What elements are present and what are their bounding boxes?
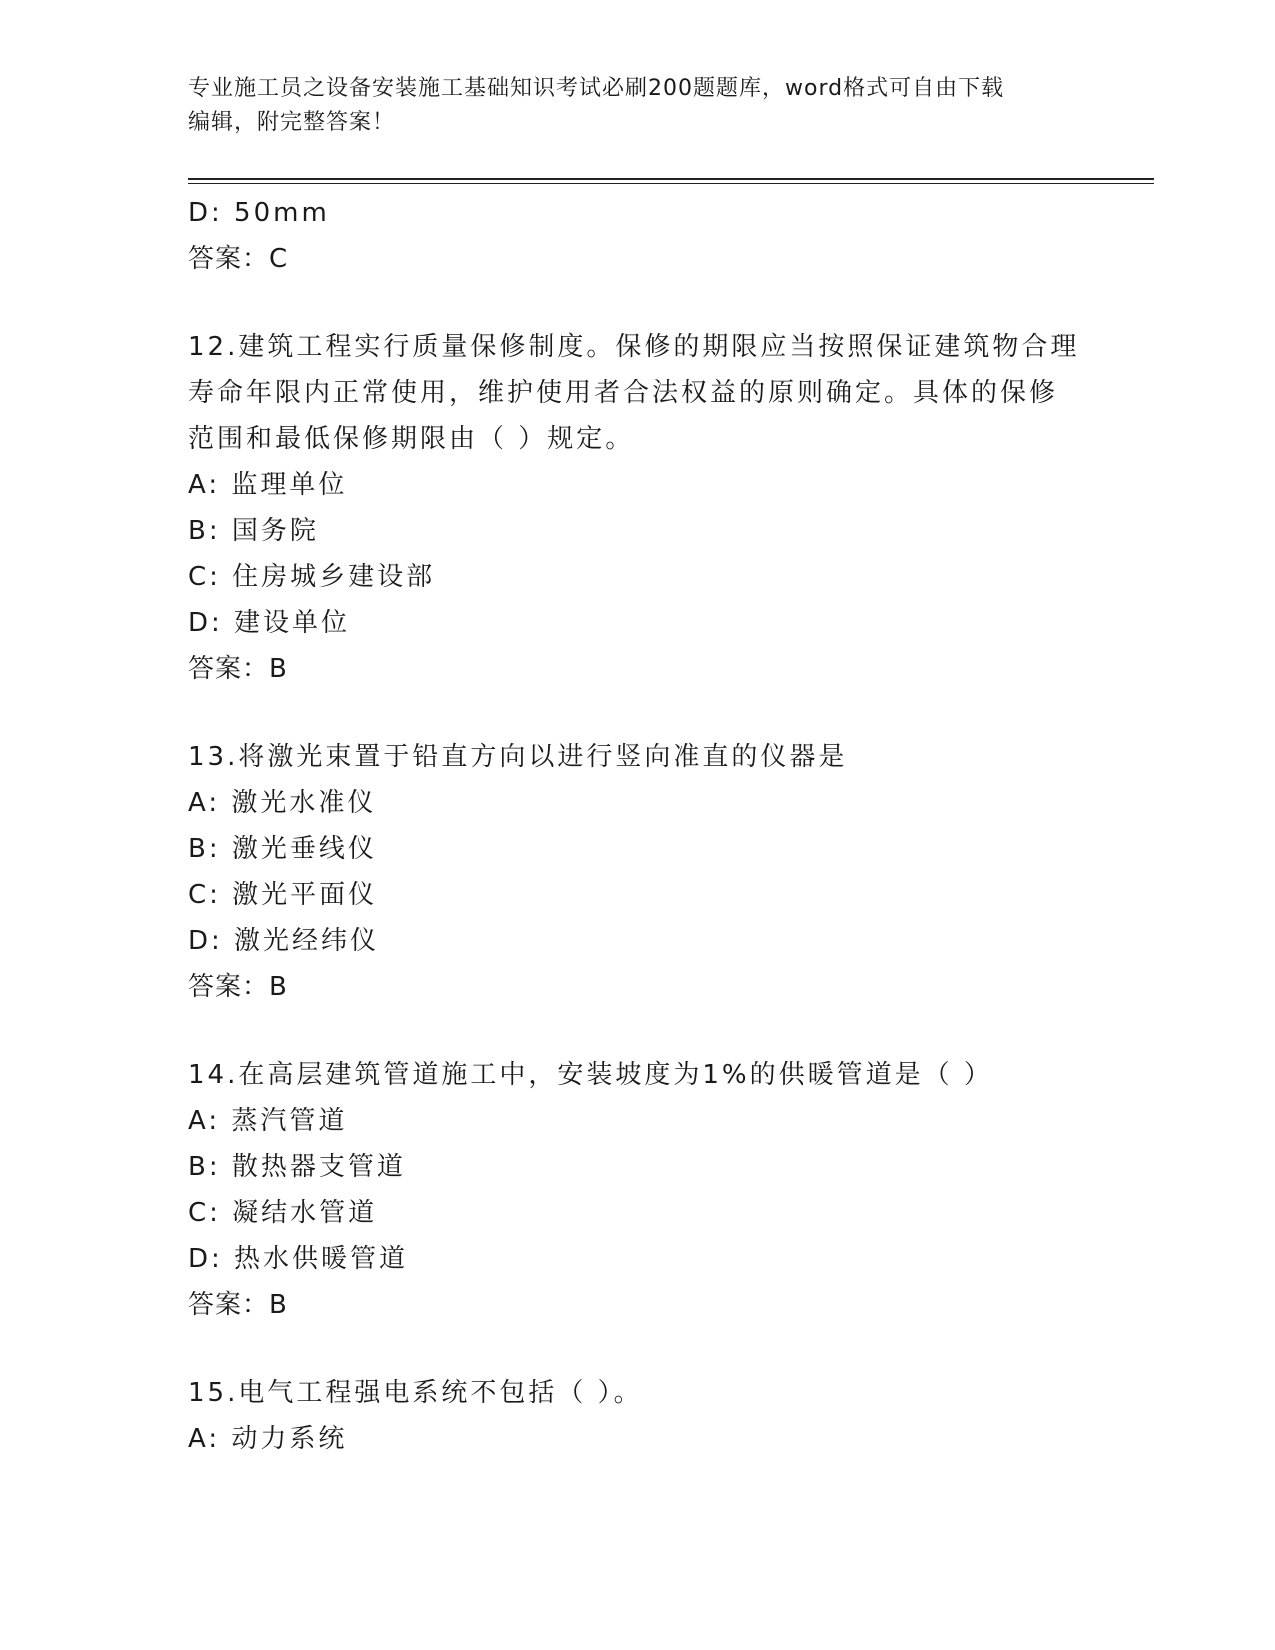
page-header — [188, 72, 1088, 140]
question-text-line: 寿命年限内正常使用，维护使用者合法权益的原则确定。具体的保修 — [188, 378, 1059, 408]
answer: 答案：B — [188, 972, 288, 1002]
question-text-line: 范围和最低保修期限由（ ）规定。 — [188, 424, 635, 454]
option-a: A: 蒸汽管道 — [188, 1106, 348, 1136]
answer: 答案：B — [188, 654, 288, 684]
header-line-2: 编辑，附完整答案！ — [188, 110, 396, 135]
header-rule-thin — [188, 183, 1154, 184]
option-b: B: 散热器支管道 — [188, 1152, 406, 1182]
prev-answer: 答案：C — [188, 244, 289, 274]
header-line-1: 专业施工员之设备安装施工基础知识考试必刷200题题库，word格式可自由下载 — [188, 76, 1005, 101]
option-d: D: 热水供暖管道 — [188, 1244, 409, 1274]
question-text-line: 12.建筑工程实行质量保修制度。保修的期限应当按照保证建筑物合理 — [188, 332, 1080, 362]
option-a: A: 监理单位 — [188, 470, 348, 500]
header-rule-thick — [188, 178, 1154, 180]
option-d: D: 激光经纬仪 — [188, 926, 380, 956]
option-b: B: 国务院 — [188, 516, 319, 546]
option-c: C: 凝结水管道 — [188, 1198, 378, 1228]
answer: 答案：B — [188, 1290, 288, 1320]
option-d: D: 建设单位 — [188, 608, 351, 638]
question-12 — [188, 324, 1088, 692]
option-a: A: 动力系统 — [188, 1424, 348, 1454]
option-c: C: 激光平面仪 — [188, 880, 378, 910]
question-13 — [188, 734, 1088, 1010]
option-b: B: 激光垂线仪 — [188, 834, 377, 864]
question-text-line: 13.将激光束置于铅直方向以进行竖向准直的仪器是 — [188, 742, 848, 772]
prev-option-d: D: 50mm — [188, 198, 330, 228]
question-15 — [188, 1370, 1088, 1462]
option-c: C: 住房城乡建设部 — [188, 562, 436, 592]
document-body — [188, 190, 1088, 1462]
question-14 — [188, 1052, 1088, 1328]
question-text-line: 14.在高层建筑管道施工中，安装坡度为1%的供暖管道是（ ） — [188, 1060, 993, 1090]
question-text-line: 15.电气工程强电系统不包括（ ）。 — [188, 1378, 643, 1408]
option-a: A: 激光水准仪 — [188, 788, 377, 818]
